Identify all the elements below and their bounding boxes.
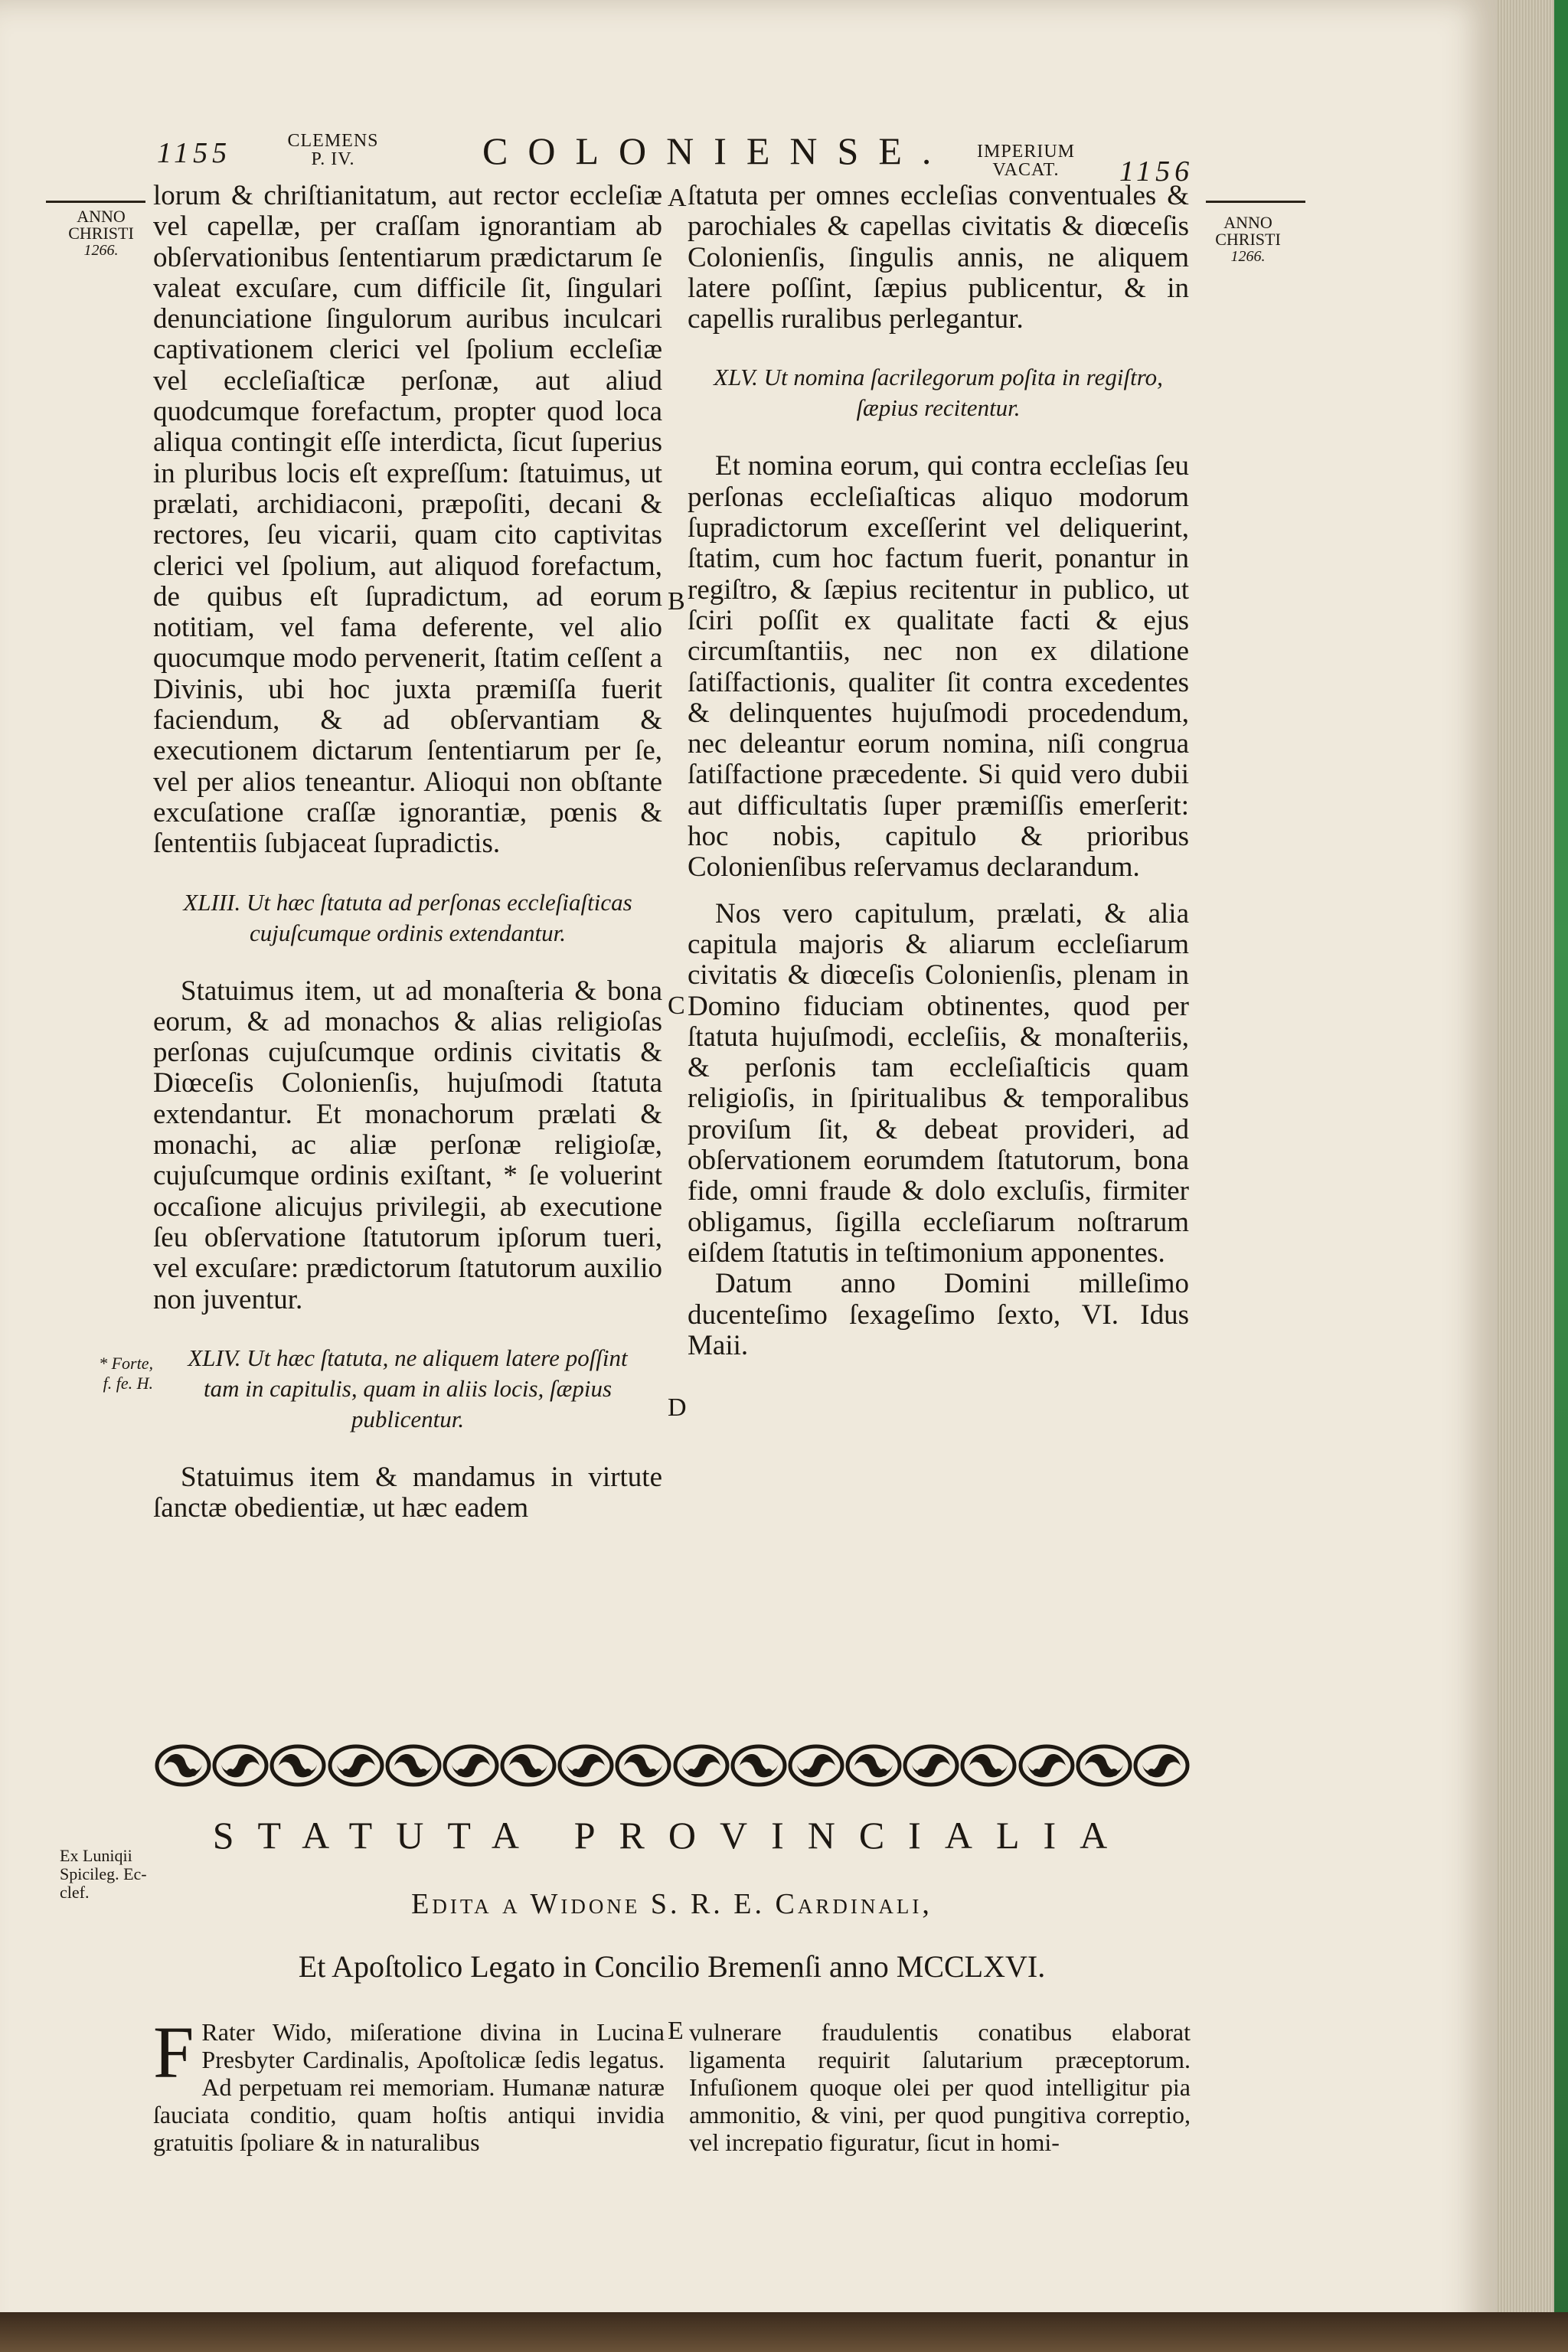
section-letter-a: A <box>668 184 687 212</box>
right-running-label <box>961 142 1091 179</box>
statuta-right-text: vulnerare fraudulentis conatibus elaborat ligamenta requirit ſalutarium præceptorum. Infuſionem quoque olei per quod intelligitur pia ammonitio, & vini, per quod pungitiva correptio, vel increpatio figuratur, ſicut in homi- <box>689 2018 1191 2156</box>
left-page-number: 1155 <box>157 137 232 169</box>
running-title: COLONIENSE. <box>482 129 952 172</box>
fleuron-ornament <box>155 1743 211 1788</box>
right-page-number: 1156 <box>1119 155 1194 188</box>
right-running-label-line2: VACAT. <box>992 160 1060 180</box>
statuta-right-column <box>689 2018 1191 2156</box>
right-anno-line2: CHRISTI <box>1215 230 1281 249</box>
forte-note-line1: * Forte, <box>99 1354 153 1373</box>
right-column <box>688 181 1189 1361</box>
source-note-line3: clef. <box>60 1883 90 1902</box>
fleuron-ornament <box>730 1743 787 1788</box>
left-running-label-line2: P. IV. <box>311 149 355 169</box>
right-margin-rule <box>1206 201 1305 203</box>
left-anno-line1: ANNO <box>77 207 126 226</box>
ornament-band <box>155 1736 1190 1795</box>
left-paragraph-3: Statuimus item & mandamus in virtute ſanctæ obedientiæ, ut hæc eadem <box>153 1461 662 1524</box>
left-running-label <box>279 132 387 168</box>
source-note-line2: Spicileg. Ec- <box>60 1864 147 1883</box>
left-anno-line2: CHRISTI <box>68 224 134 243</box>
fleuron-ornament <box>1076 1743 1132 1788</box>
page-stack-edge <box>1497 0 1568 2352</box>
fleuron-ornament <box>328 1743 384 1788</box>
fleuron-ornament <box>673 1743 730 1788</box>
left-year-note <box>63 208 139 259</box>
source-note-line1: Ex Luniqii <box>60 1846 132 1865</box>
section-letter-d: D <box>668 1393 687 1422</box>
right-anno-line1: ANNO <box>1223 213 1272 232</box>
drop-cap: F <box>153 2011 194 2093</box>
fleuron-ornament <box>1133 1743 1190 1788</box>
heading-xliii: XLIII. Ut hæc ſtatuta ad perſonas eccleſiaſticas cujuſcumque ordinis extendantur. <box>183 888 632 946</box>
forte-footnote <box>54 1354 153 1393</box>
left-running-label-line1: CLEMENS <box>287 131 379 151</box>
right-paragraph-date: Datum anno Domini milleſimo ducenteſimo ſexageſimo ſexto, VI. Idus Maii. <box>688 1268 1189 1361</box>
heading-xliv: XLIV. Ut hæc ſtatuta, ne aliquem latere poſſint tam in capitulis, quam in aliis locis, ſæpius publicentur. <box>188 1344 628 1432</box>
fleuron-ornament <box>1018 1743 1075 1788</box>
statuta-left-column <box>153 2011 665 2156</box>
right-running-label-line1: IMPERIUM <box>976 142 1075 162</box>
fleuron-ornament <box>385 1743 442 1788</box>
left-paragraph-2: Statuimus item, ut ad monaſteria & bona eorum, & ad monachos & alias religioſas perſonas cujuſcumque ordinis civitatis & Diœceſis Colonienſis, hujuſmodi ſtatuta extendantur. Et monachorum prælati & monachi, ac aliæ perſonæ religioſæ, cujuſcumque ordinis exiſtant, * ſe voluerint occaſione alicujus privilegii, ab executione ſeu obſervatione ſtatutorum ipſorum tueri, vel excuſare: prædictorum ſtatutorum auxilio non juventur. <box>153 975 662 1315</box>
right-anno-year: 1266. <box>1230 248 1266 265</box>
left-paragraph-1: lorum & chriſtianitatum, aut rector eccleſiæ vel capellæ, per craſſam ignorantiam ab obſervationibus ſententiarum prædictarum ſe valeat excuſare, cum difficile ſit, ſingulari denunciatione ſingulorum auribus inculcari captivationem clerici vel ſpolium eccleſiæ vel eccleſiaſticæ perſonæ, aut aliud quodcumque forefactum, propter quod loca aliqua contingit eſſe interdicta, ſicut ſuperius in pluribus locis eſt expreſſum: ſtatuimus, ut prælati, archidiaconi, præpoſiti, decani & rectores, ſeu vicarii, quam cito captivitas clerici vel ſpolium, aut aliquod forefactum, de quibus eſt ſupradictum, ad eorum notitiam, vel fama deferente, vel alio quocumque modo pervenerit, ſtatim ceſſent a Divinis, ubi hoc juxta præmiſſa fuerit faciendum, & ad obſervantiam & executionem dictarum ſententiarum per ſe, vel per alios teneantur. Alioqui non obſtante excuſatione craſſæ ignorantiæ, pœnis & ſententiis ſubjaceat ſupradictis. <box>153 180 662 860</box>
section-letter-c: C <box>668 991 685 1020</box>
left-anno-year: 1266. <box>83 242 119 259</box>
fleuron-ornament <box>845 1743 902 1788</box>
section-letter-e: E <box>668 2017 684 2045</box>
statuta-subtitle-2: Et Apoſtolico Legato in Concilio Bremenſi anno MCCLXVI. <box>298 1949 1046 1984</box>
source-note <box>60 1847 152 1902</box>
left-column <box>153 181 662 1524</box>
left-margin-rule <box>46 201 145 203</box>
statuta-subtitle: Edita a Widone S. R. E. Cardinali, <box>411 1888 933 1920</box>
right-paragraph-1: ſtatuta per omnes eccleſias conventuales & parochiales & capellas civitatis & diœceſis Colonienſis, ſingulis annis, ne aliquem latere poſſint, ſæpius publicentur, & in capellis ruralibus perlegantur. <box>688 180 1189 335</box>
ribbon-edge <box>1554 0 1568 2352</box>
section-letter-b: B <box>668 587 685 616</box>
fleuron-ornament <box>903 1743 959 1788</box>
fleuron-ornament <box>615 1743 671 1788</box>
right-paragraph-2: Et nomina eorum, qui contra eccleſias ſeu perſonas eccleſiaſticas aliquo modorum ſupradictorum exceſſerint vel deliquerint, ſtatim, cum hoc factum fuerit, ponantur in regiſtro, & ſæpius recitentur in publico, ut ſciri poſſit ex qualitate facti & ejus circumſtantiis, nec non ex dilatione ſatiſfactionis, qualiter ſit contra excedentes & delinquentes hujuſmodi procedendum, nec deleantur eorum nomina, niſi congrua ſatiſfactione præcedente. Si quid vero dubii aut difficultatis ſuper præmiſſis emerſerit: hoc nobis, capitulo & prioribus Colonienſibus reſervamus declarandum. <box>688 450 1189 884</box>
fleuron-ornament <box>788 1743 844 1788</box>
fleuron-ornament <box>960 1743 1017 1788</box>
fleuron-ornament <box>557 1743 614 1788</box>
heading-xlv: XLV. Ut nomina ſacrilegorum poſita in regiſtro, ſæpius recitentur. <box>714 364 1163 422</box>
right-year-note <box>1206 214 1290 265</box>
statuta-left-text: Rater Wido, miſeratione divina in Lucina Presbyter Cardinalis, Apoſtolicæ ſedis legatus. Ad perpetuam rei memoriam. Humanæ naturæ ſauciata conditio, quam hoſtis antiqui invidia gratuitis ſpoliare & in naturalibus <box>153 2018 665 2156</box>
statuta-title: STATUTA PROVINCIALIA <box>212 1814 1132 1857</box>
fleuron-ornament <box>212 1743 269 1788</box>
bottom-shadow <box>0 2312 1568 2352</box>
right-paragraph-3: Nos vero capitulum, prælati, & alia capitula majoris & aliarum eccleſiarum civitatis & diœceſis Colonienſis, plenam in Domino fiduciam obtinentes, quod per ſtatuta hujuſmodi, eccleſiis, & monaſteriis, & perſonis tam eccleſiaſticis quam religioſis, in ſpiritualibus & temporalibus proviſum ſit, & debeat provideri, ad obſervationem eorumdem ſtatutorum, bona fide, omni fraude & dolo excluſis, firmiter obligamus, ſigilla eccleſiarum noſtrarum eiſdem ſtatutis in teſtimonium apponentes. <box>688 897 1189 1269</box>
forte-note-line2: f. fe. H. <box>103 1374 153 1393</box>
fleuron-ornament <box>500 1743 557 1788</box>
fleuron-ornament <box>443 1743 499 1788</box>
fleuron-ornament <box>270 1743 326 1788</box>
